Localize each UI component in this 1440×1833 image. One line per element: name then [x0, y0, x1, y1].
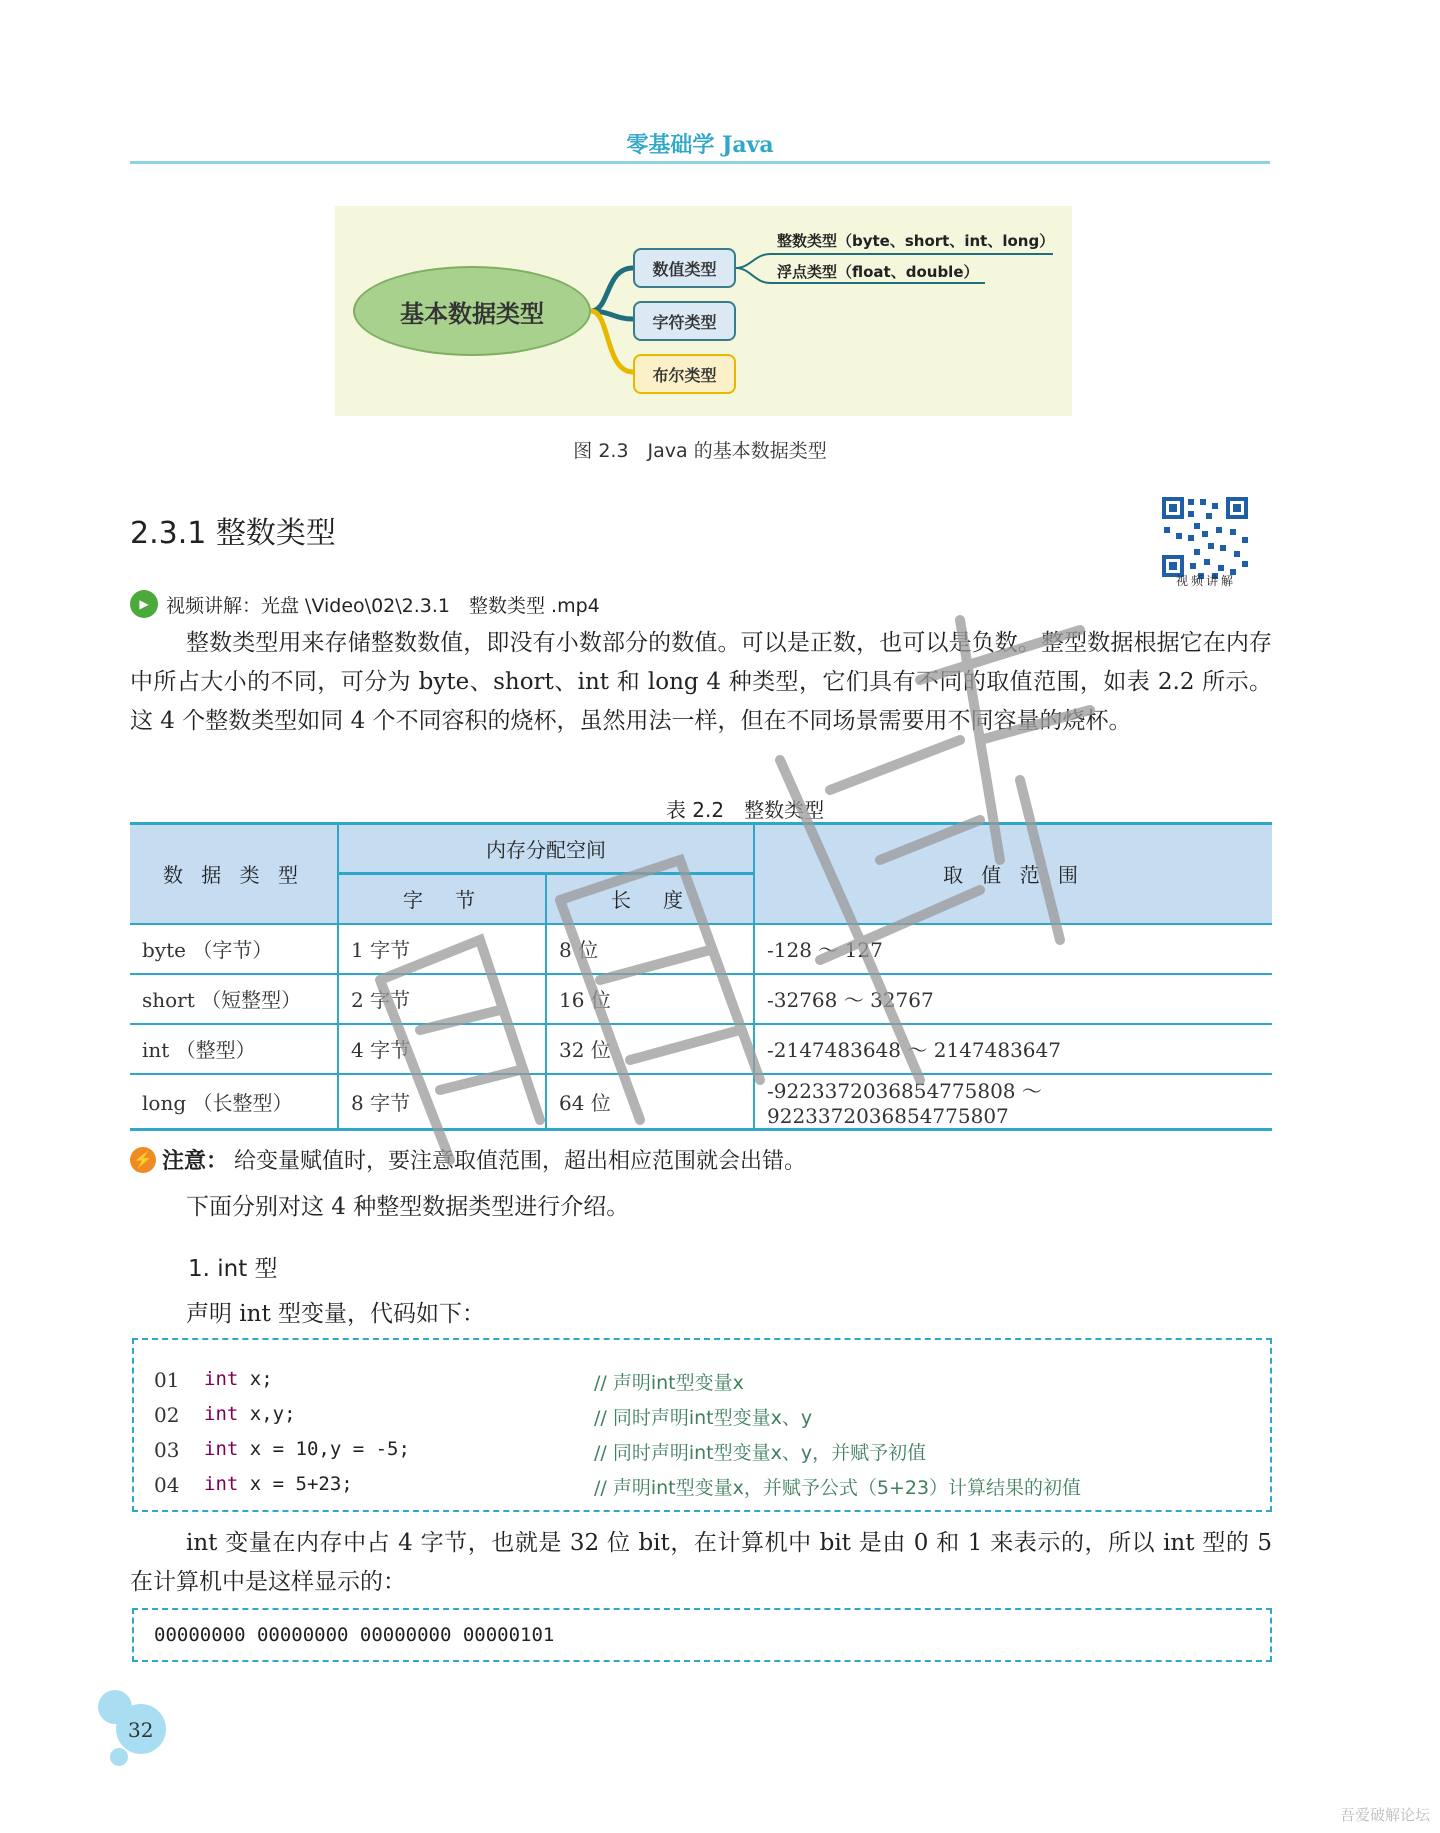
leaf-float: 浮点类型（float、double）: [777, 263, 979, 281]
code-rest: x,y;: [238, 1403, 296, 1425]
node-char: 字符类型: [633, 301, 736, 341]
cell-range: -32768 ～ 32767: [754, 974, 1272, 1024]
code-text: [204, 1403, 296, 1425]
header-range: 取 值 范 围: [754, 824, 1272, 924]
page-decoration: [110, 1748, 128, 1766]
cell-bytes: 2 字节: [338, 974, 546, 1024]
keyword: int: [204, 1403, 239, 1425]
cell-bytes: 8 字节: [338, 1074, 546, 1130]
integer-types-table: [130, 822, 1272, 1131]
code-block: [132, 1338, 1272, 1512]
line-number: 02: [154, 1403, 180, 1427]
cell-length: 8 位: [546, 924, 754, 974]
line-number: 03: [154, 1438, 180, 1462]
keyword: int: [204, 1438, 239, 1460]
intro-paragraph: 整数类型用来存储整数数值，即没有小数部分的数值。可以是正数，也可以是负数。整型数据根据它在内存中所占大小的不同，可分为 byte、short、int 和 long 4 种类型，它们具有不同的取值范围，如表 2.2 所示。这 4 个整数类型如同 4 个不同容积的烧杯，虽然用法一样，但在不同场景需要用不同容量的烧杯。: [130, 630, 1272, 734]
cell-range: -9223372036854775808 ～ 9223372036854775807: [754, 1074, 1272, 1130]
cell-length: 16 位: [546, 974, 754, 1024]
keyword: int: [204, 1368, 239, 1390]
subheading-int: 1. int 型: [188, 1256, 278, 1282]
code-comment: // 声明int型变量x: [594, 1372, 744, 1394]
page-number: 32: [128, 1718, 154, 1742]
header-type: 数 据 类 型: [130, 824, 338, 924]
header-length: 长 度: [546, 874, 754, 924]
play-icon: ▶: [130, 590, 158, 618]
code-text: [204, 1438, 410, 1460]
code-comment: // 同时声明int型变量x、y，并赋予初值: [594, 1442, 927, 1464]
qr-label: 视频讲解: [1175, 574, 1236, 588]
cell-range: -128 ～ 127: [754, 924, 1272, 974]
keyword: int: [204, 1473, 239, 1495]
binary-text: 00000000 00000000 00000000 00000101: [154, 1624, 555, 1646]
binary-block: [132, 1608, 1272, 1662]
leaf-integer: 整数类型（byte、short、int、long）: [777, 232, 1055, 250]
header-rule: [130, 161, 1270, 164]
cell-range: -2147483648 ～ 2147483647: [754, 1024, 1272, 1074]
table-row: [130, 924, 1272, 974]
explain-paragraph: int 变量在内存中占 4 字节，也就是 32 位 bit，在计算机中 bit 是由 0 和 1 来表示的，所以 int 型的 5 在计算机中是这样显示的：: [130, 1530, 1272, 1595]
intro2-paragraph: 下面分别对这 4 种整型数据类型进行介绍。: [186, 1194, 630, 1220]
code-comment: // 同时声明int型变量x、y: [594, 1407, 813, 1429]
cell-type: long （长整型）: [130, 1074, 338, 1130]
header-bytes: 字 节: [338, 874, 546, 924]
line-number: 04: [154, 1473, 180, 1497]
cell-type: int （整型）: [130, 1024, 338, 1074]
mindmap-root: 基本数据类型: [353, 266, 591, 356]
note-label: 注意：: [162, 1149, 229, 1174]
cell-length: 32 位: [546, 1024, 754, 1074]
node-numeric: 数值类型: [633, 248, 736, 288]
lightning-icon: ⚡: [130, 1147, 156, 1173]
cell-type: byte （字节）: [130, 924, 338, 974]
cell-bytes: 4 字节: [338, 1024, 546, 1074]
corner-watermark: 吾爱破解论坛: [1339, 1806, 1430, 1824]
code-rest: x;: [238, 1368, 273, 1390]
code-rest: x = 10,y = -5;: [238, 1438, 410, 1460]
code-comment: // 声明int型变量x，并赋予公式（5+23）计算结果的初值: [594, 1477, 1082, 1499]
section-title: 2.3.1 整数类型: [130, 516, 336, 551]
cell-bytes: 1 字节: [338, 924, 546, 974]
cell-length: 64 位: [546, 1074, 754, 1130]
code-text: [204, 1473, 353, 1495]
video-line[interactable]: [130, 590, 600, 618]
table-row: [130, 1024, 1272, 1074]
node-boolean: 布尔类型: [633, 354, 736, 394]
cell-type: short （短整型）: [130, 974, 338, 1024]
table-row: [130, 1074, 1272, 1130]
table-caption: 表 2.2 整数类型: [665, 798, 825, 822]
figure-caption: 图 2.3 Java 的基本数据类型: [573, 440, 827, 462]
note-text: 给变量赋值时，要注意取值范围，超出相应范围就会出错。: [234, 1149, 807, 1174]
running-header: 零基础学 Java: [626, 132, 774, 158]
line-number: 01: [154, 1368, 180, 1392]
mindmap-figure: [335, 206, 1072, 416]
table-row: [130, 974, 1272, 1024]
note: [130, 1144, 806, 1175]
code-text: [204, 1368, 273, 1390]
declare-paragraph: 声明 int 型变量，代码如下：: [186, 1301, 486, 1327]
code-rest: x = 5+23;: [238, 1473, 353, 1495]
header-memory: 内存分配空间: [338, 824, 754, 874]
video-path: 视频讲解：光盘 \Video\02\2.3.1 整数类型 .mp4: [166, 594, 600, 617]
